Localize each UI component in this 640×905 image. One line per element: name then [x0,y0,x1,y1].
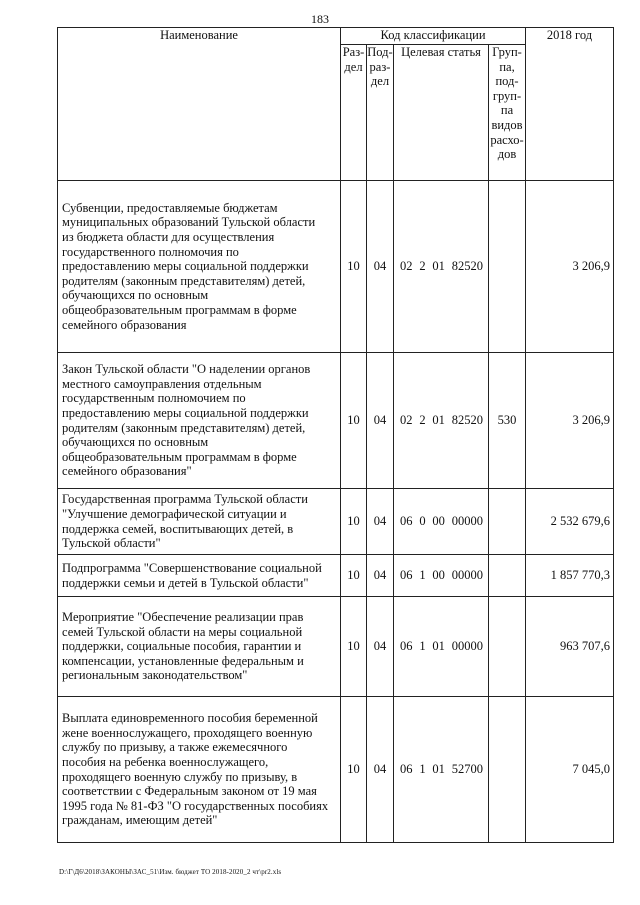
header-gruppa-line: па [500,103,514,118]
row-vid-rashodov [489,181,526,353]
row-name-line: семейного образования" [62,464,192,479]
table-row [58,597,614,697]
budget-table [57,27,614,843]
row-podrazdel: 04 [367,489,394,555]
celevaya-part: 52700 [451,762,483,777]
celevaya-parts [394,413,488,428]
row-name-line: проходящего военную службу по призыву, в [62,769,298,784]
row-razdel: 10 [341,489,367,555]
row-name-line: общеобразовательным программам в форме [62,302,297,317]
header-podrazdel-line: Под- [367,45,393,59]
header-razdel-line: Раз- [342,45,365,59]
row-amount-2018: 1 857 770,3 [526,555,614,597]
row-podrazdel: 04 [367,555,394,597]
row-name-line: из бюджета области для осуществления [62,230,275,245]
header-gruppa [489,45,526,181]
row-celevaya-statya [394,597,489,697]
celevaya-part: 02 [400,413,413,428]
header-podrazdel-line: раз- [369,59,391,74]
row-name [58,181,341,353]
row-name-line: поддержка семей, воспитывающих детей, в [62,521,294,536]
header-gruppa-line: дов [497,147,517,162]
header-name: Наименование [58,28,341,181]
celevaya-part: 06 [400,639,413,654]
row-name-line: региональным законодательством" [62,668,248,683]
row-amount-2018: 3 206,9 [526,181,614,353]
row-name-line: "Улучшение демографической ситуации и [62,506,287,521]
celevaya-parts [394,259,488,274]
header-celevaya: Целевая статья [394,45,489,181]
celevaya-parts [394,568,488,583]
row-vid-rashodov [489,697,526,843]
row-vid-rashodov [489,489,526,555]
row-name-line: родителям (законным представителям) детей, [62,273,306,288]
celevaya-part: 02 [400,259,413,274]
celevaya-part: 00000 [451,514,483,529]
celevaya-part: 00 [432,514,445,529]
row-vid-rashodov [489,597,526,697]
row-amount-2018: 7 045,0 [526,697,614,843]
header-gruppa-line: под- [495,74,519,89]
row-podrazdel: 04 [367,181,394,353]
row-celevaya-statya [394,353,489,489]
celevaya-part: 2 [419,413,426,428]
header-podrazdel [367,45,394,181]
page-number: 183 [311,12,329,26]
celevaya-part: 00 [432,568,445,583]
table-row [58,489,614,555]
celevaya-part: 00000 [451,568,483,583]
row-celevaya-statya [394,489,489,555]
celevaya-parts [394,514,488,529]
celevaya-part: 01 [432,259,445,274]
header-podrazdel-line: дел [370,74,390,89]
header-year: 2018 год [526,28,614,181]
row-name-line: Субвенции, предоставляемые бюджетам [62,200,278,215]
row-name-line: компенсации, установленные федеральным и [62,653,304,668]
row-name-line: пособия на ребенка военнослужащего, [62,754,269,769]
row-name-line: общеобразовательным программам в форме [62,449,297,464]
celevaya-part: 01 [432,413,445,428]
row-name [58,489,341,555]
row-name [58,555,341,597]
row-podrazdel: 04 [367,353,394,489]
celevaya-parts [394,762,488,777]
header-gruppa-line: груп- [492,88,522,103]
row-podrazdel: 04 [367,697,394,843]
row-name-line: предоставлению меры социальной поддержки [62,259,309,274]
row-name-line: поддержки, социальные пособия, гарантии и [62,639,302,654]
celevaya-parts [394,639,488,654]
row-name [58,597,341,697]
row-name-line: службу по призыву, а также ежемесячного [62,740,288,755]
table-row [58,555,614,597]
celevaya-part: 0 [419,514,426,529]
row-name-line: Тульской области" [62,536,161,551]
celevaya-part: 06 [400,762,413,777]
row-name-line: Закон Тульской области "О наделении органов [62,362,311,377]
celevaya-part: 01 [432,762,445,777]
footer-file-path: D:\Г\Д6\2018\ЗАКОНЫ\ЗАС_51\Изм. бюджет ТО 2018-2020_2 чт\pr2.xls [59,868,282,876]
celevaya-part: 01 [432,639,445,654]
celevaya-part: 00000 [451,639,483,654]
celevaya-part: 1 [419,568,426,583]
row-name-line: обучающихся по основным [62,435,209,450]
header-razdel-line: дел [344,59,363,74]
row-name-line: государственным полномочием по [62,391,246,406]
row-name-line: Подпрограмма "Совершенствование социальной [62,560,322,575]
row-amount-2018: 2 532 679,6 [526,489,614,555]
row-amount-2018: 3 206,9 [526,353,614,489]
celevaya-part: 2 [419,259,426,274]
row-name-line: Государственная программа Тульской области [62,492,308,507]
row-name-line: Выплата единовременного пособия беременной [62,711,318,726]
celevaya-part: 82520 [451,259,483,274]
row-vid-rashodov [489,555,526,597]
row-razdel: 10 [341,555,367,597]
row-celevaya-statya [394,181,489,353]
row-name-line: муниципальных образований Тульской области [62,215,316,230]
row-name-line: родителям (законным представителям) детей, [62,420,306,435]
table-row [58,697,614,843]
row-razdel: 10 [341,597,367,697]
row-name [58,353,341,489]
row-razdel: 10 [341,697,367,843]
celevaya-part: 06 [400,514,413,529]
row-celevaya-statya [394,697,489,843]
row-name-line: Мероприятие "Обеспечение реализации прав [62,610,304,625]
row-name-line: местного самоуправления отдельным [62,376,262,391]
row-name-line: семей Тульской области на меры социальной [62,624,303,639]
row-name [58,697,341,843]
row-celevaya-statya [394,555,489,597]
header-razdel [341,45,367,181]
row-name-line: предоставлению меры социальной поддержки [62,405,309,420]
table-row [58,181,614,353]
row-vid-rashodov: 530 [489,353,526,489]
table-row [58,353,614,489]
row-name-line: 1995 года № 81-ФЗ "О государственных пособиях [62,798,329,813]
header-gruppa-line: па, [499,59,515,74]
row-name-line: семейного образования [62,317,187,332]
row-podrazdel: 04 [367,597,394,697]
row-name-line: поддержки семьи и детей в Тульской области" [62,575,309,590]
row-name-line: государственного полномочия по [62,244,239,259]
header-gruppa-line: видов [491,117,523,132]
row-name-line: соответствии с Федеральным законом от 19 мая [62,784,317,799]
celevaya-part: 06 [400,568,413,583]
row-razdel: 10 [341,353,367,489]
header-gruppa-line: Груп- [492,45,522,59]
celevaya-part: 82520 [451,413,483,428]
celevaya-part: 1 [419,639,426,654]
row-name-line: жене военнослужащего, проходящего военную [62,725,313,740]
row-razdel: 10 [341,181,367,353]
celevaya-part: 1 [419,762,426,777]
row-name-line: обучающихся по основным [62,288,209,303]
row-name-line: гражданам, имеющим детей" [62,813,218,828]
row-amount-2018: 963 707,6 [526,597,614,697]
header-code: Код классификации [341,28,526,45]
header-gruppa-line: расхо- [490,132,524,147]
